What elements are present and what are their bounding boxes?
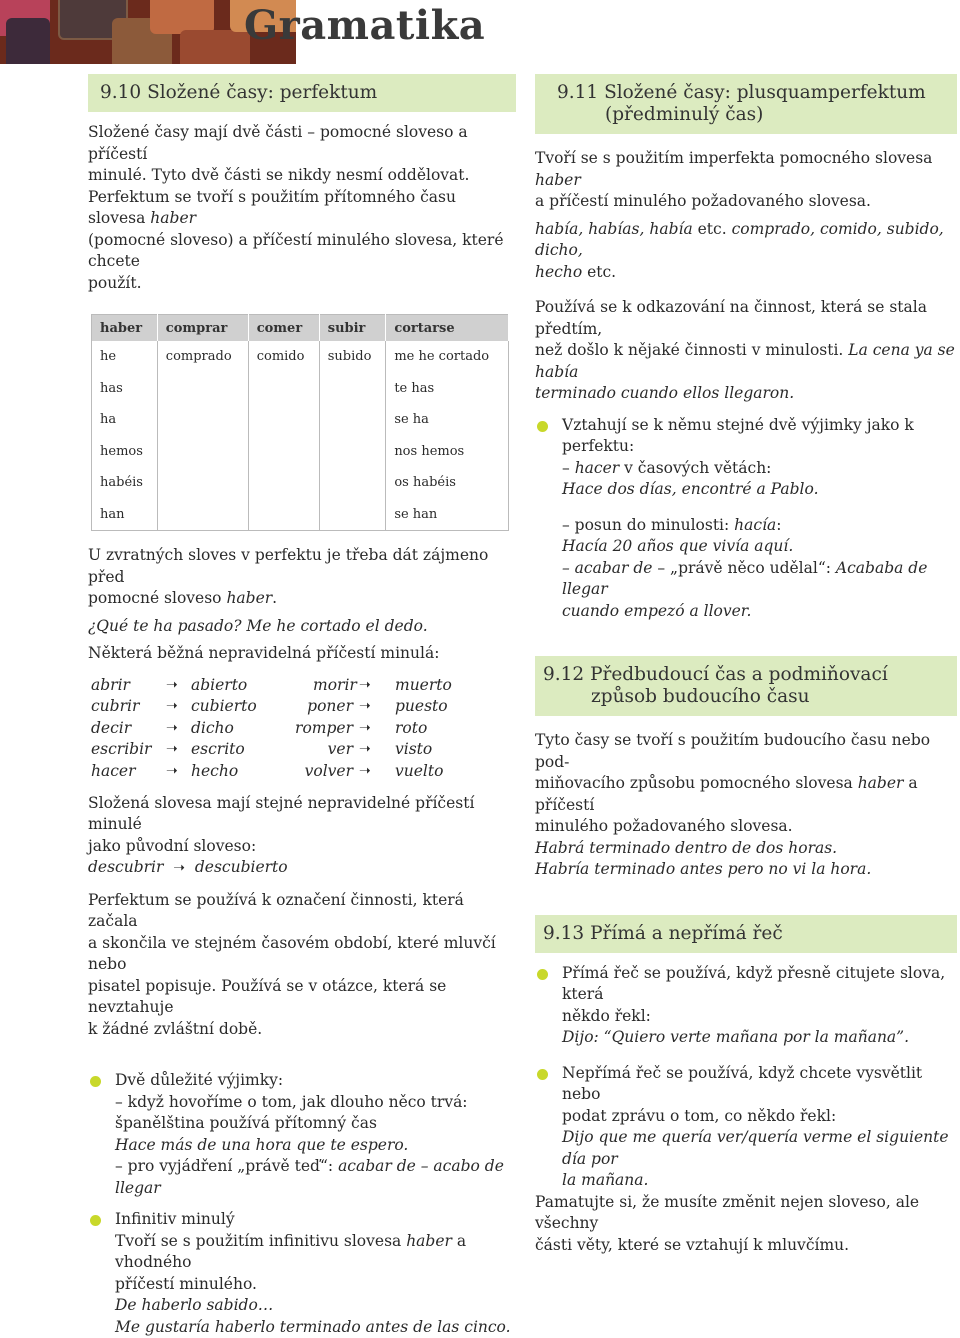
table-cell: ha: [92, 404, 158, 436]
s913-end-line: Pamatujte si, že musíte změnit nejen sloveso, ale všechny: [535, 1192, 957, 1235]
table-row: [92, 467, 509, 499]
table-cell: han: [92, 499, 158, 531]
bullet-line: – když hovoříme o tom, jak dlouho něco trvá:: [115, 1092, 516, 1114]
participle: roto: [395, 718, 427, 740]
compound-note-line: jako původní sloveso:: [88, 836, 516, 858]
infinitive: escribir: [91, 739, 151, 761]
arrow-icon: ➝: [359, 739, 371, 761]
s912-line: miňovacího způsobu pomocného slovesa haber a příčestí: [535, 773, 957, 816]
compound-note-line: Složená slovesa mají stejné nepravidelné příčestí minulé: [88, 793, 516, 836]
intro-line: (pomocné sloveso) a příčestí minulého slovesa, které chcete: [88, 230, 516, 273]
participle: muerto: [395, 675, 452, 697]
reflexive-example: ¿Qué te ha pasado? Me he cortado el dedo.: [88, 616, 516, 638]
bullet-line: Hace dos días, encontré a Pablo.: [562, 479, 957, 501]
table-header: subir: [319, 315, 386, 342]
bullet-line: Infinitiv minulý: [115, 1209, 516, 1231]
table-row: [92, 499, 509, 531]
participle: vuelto: [395, 761, 443, 783]
infinitive: morir: [313, 675, 353, 697]
s912-line: Tyto časy se tvoří s použitím budoucího času nebo pod-: [535, 730, 957, 773]
infinitive: ver: [313, 739, 353, 761]
table-row: [92, 436, 509, 468]
table-header: comer: [248, 315, 319, 342]
bullet-icon: [90, 1076, 101, 1087]
arrow-icon: ➝: [166, 696, 178, 718]
infinitive-bullet: [88, 1209, 516, 1338]
bullet-icon: [537, 421, 548, 432]
intro-line: minulé. Tyto dvě části se nikdy nesmí oddělovat.: [88, 165, 516, 187]
bullet-line: někdo řekl:: [562, 1006, 957, 1028]
infinitive: decir: [91, 718, 131, 740]
bullet-line: Dijo que me quería ver/quería verme el siguiente día por: [562, 1127, 957, 1170]
bullet-icon: [90, 1215, 101, 1226]
conjugation-table: [91, 314, 509, 531]
s911-line: terminado cuando ellos llegaron.: [535, 383, 957, 405]
s911-line: hecho etc.: [535, 262, 957, 284]
bullet-line: – hacer v časových větách:: [562, 458, 957, 480]
intro-line: použít.: [88, 273, 516, 295]
participle: cubierto: [191, 696, 257, 718]
arrow-icon: ➝: [359, 761, 371, 783]
infinitive: volver: [293, 761, 353, 783]
bullet-line: podat zprávu o tom, co někdo řekl:: [562, 1106, 957, 1128]
page-title: Gramatika: [244, 2, 485, 49]
table-cell: hemos: [92, 436, 158, 468]
indirect-speech-bullet: [535, 1063, 957, 1192]
table-cell: se ha: [386, 404, 509, 436]
usage-line: pisatel popisuje. Používá se v otázce, která se nevztahuje: [88, 976, 516, 1019]
s911-line: a příčestí minulého požadovaného slovesa.: [535, 191, 957, 213]
bullet-line: – posun do minulosti: hacía:: [562, 515, 957, 537]
infinitive: cubrir: [91, 696, 139, 718]
s912-line: Habría terminado antes pero no vi la hora.: [535, 859, 957, 881]
table-cell: nos hemos: [386, 436, 509, 468]
participle: abierto: [191, 675, 247, 697]
table-header: comprar: [157, 315, 248, 342]
right-column: [535, 74, 957, 1256]
bullet-icon: [537, 969, 548, 980]
irregular-intro: Některá běžná nepravidelná příčestí minulá:: [88, 643, 516, 665]
arrow-icon: ➝: [166, 761, 178, 783]
bullet-line: Vztahují se k němu stejné dvě výjimky jako k perfektu:: [562, 415, 957, 458]
exceptions-bullet: [88, 1070, 516, 1199]
compound-example: descubrir ➝ descubierto: [88, 857, 516, 880]
infinitive: poner: [303, 696, 353, 718]
bullet-line: Tvoří se s použitím infinitivu slovesa haber a vhodného: [115, 1231, 516, 1274]
usage-line: Perfektum se používá k označení činnosti, která začala: [88, 890, 516, 933]
participle: dicho: [191, 718, 234, 740]
bullet-line: Přímá řeč se používá, když přesně citujete slova, která: [562, 963, 957, 1006]
s911-bullet: [535, 415, 957, 623]
infinitive: abrir: [91, 675, 130, 697]
infinitive: romper: [293, 718, 353, 740]
participle: hecho: [191, 761, 238, 783]
bullet-line: la mañana.: [562, 1170, 957, 1192]
participle: visto: [395, 739, 432, 761]
table-cell: comprado: [157, 341, 248, 373]
s911-line: Tvoří se s použitím imperfekta pomocného slovesa haber: [535, 148, 957, 191]
direct-speech-bullet: [535, 963, 957, 1049]
table-cell: has: [92, 373, 158, 405]
table-header: cortarse: [386, 315, 509, 342]
s912-line: minulého požadovaného slovesa.: [535, 816, 957, 838]
reflexive-note-line: pomocné sloveso haber.: [88, 588, 516, 610]
arrow-icon: ➝: [166, 739, 178, 761]
arrow-icon: ➝: [166, 718, 178, 740]
table-row: [92, 373, 509, 405]
bullet-line: Nepřímá řeč se používá, když chcete vysvětlit nebo: [562, 1063, 957, 1106]
bullet-line: cuando empezó a llover.: [562, 601, 957, 623]
bullet-line: Me gustaría haberlo terminado antes de las cinco.: [115, 1317, 516, 1338]
bullet-line: Dvě důležité výjimky:: [115, 1070, 516, 1092]
left-column: [88, 74, 516, 1338]
bullet-line: Dijo: “Quiero verte mañana por la mañana”.: [562, 1027, 957, 1049]
table-row: [92, 404, 509, 436]
usage-line: k žádné zvláštní době.: [88, 1019, 516, 1041]
section-heading-9-10: 9.10 Složené časy: perfektum: [88, 74, 516, 112]
bullet-line: – acabar de – „právě něco udělal“: Acababa de llegar: [562, 558, 957, 601]
reflexive-note-line: U zvratných sloves v perfektu je třeba dát zájmeno před: [88, 545, 516, 588]
intro-line: Složené časy mají dvě části – pomocné sloveso a příčestí: [88, 122, 516, 165]
s911-line: než došlo k nějaké činnosti v minulosti. La cena ya se había: [535, 340, 957, 383]
table-cell: me he cortado: [386, 341, 509, 373]
arrow-icon: ➝: [359, 675, 371, 697]
arrow-icon: ➝: [359, 718, 371, 740]
infinitive: hacer: [91, 761, 136, 783]
arrow-icon: ➝: [359, 696, 371, 718]
arrow-icon: ➝: [173, 860, 185, 876]
bullet-line: – pro vyjádření „právě teď“: acabar de – acabo de llegar: [115, 1156, 516, 1199]
table-row: [92, 341, 509, 373]
table-cell: subido: [319, 341, 386, 373]
s912-line: Habrá terminado dentro de dos horas.: [535, 838, 957, 860]
participle: escrito: [191, 739, 245, 761]
table-cell: he: [92, 341, 158, 373]
s913-end-line: části věty, které se vztahují k mluvčímu.: [535, 1235, 957, 1257]
table-cell: habéis: [92, 467, 158, 499]
section-heading-9-11: 9.11 Složené časy: plusquamperfektum (předminulý čas): [535, 74, 957, 134]
arrow-icon: ➝: [166, 675, 178, 697]
table-header: haber: [92, 315, 158, 342]
bullet-line: De haberlo sabido…: [115, 1295, 516, 1317]
s911-line: había, habías, había etc. comprado, comido, subido, dicho,: [535, 219, 957, 262]
bullet-line: příčestí minulého.: [115, 1274, 516, 1296]
table-cell: comido: [248, 341, 319, 373]
bullet-line: Hace más de una hora que te espero.: [115, 1135, 516, 1157]
table-cell: os habéis: [386, 467, 509, 499]
irregular-participles-list: [88, 675, 516, 783]
bullet-icon: [537, 1069, 548, 1080]
bullet-line: Hacía 20 años que vivía aquí.: [562, 536, 957, 558]
s911-line: Používá se k odkazování na činnost, která se stala předtím,: [535, 297, 957, 340]
intro-line: Perfektum se tvoří s použitím přítomného času slovesa haber: [88, 187, 516, 230]
bullet-line: španělština používá přítomný čas: [115, 1113, 516, 1135]
usage-line: a skončila ve stejném časovém období, které mluvčí nebo: [88, 933, 516, 976]
table-cell: se han: [386, 499, 509, 531]
section-heading-9-13: 9.13 Přímá a nepřímá řeč: [535, 915, 957, 953]
participle: puesto: [395, 696, 448, 718]
table-cell: te has: [386, 373, 509, 405]
section-heading-9-12: 9.12 Předbudoucí čas a podmiňovací způsob budoucího času: [535, 656, 957, 716]
